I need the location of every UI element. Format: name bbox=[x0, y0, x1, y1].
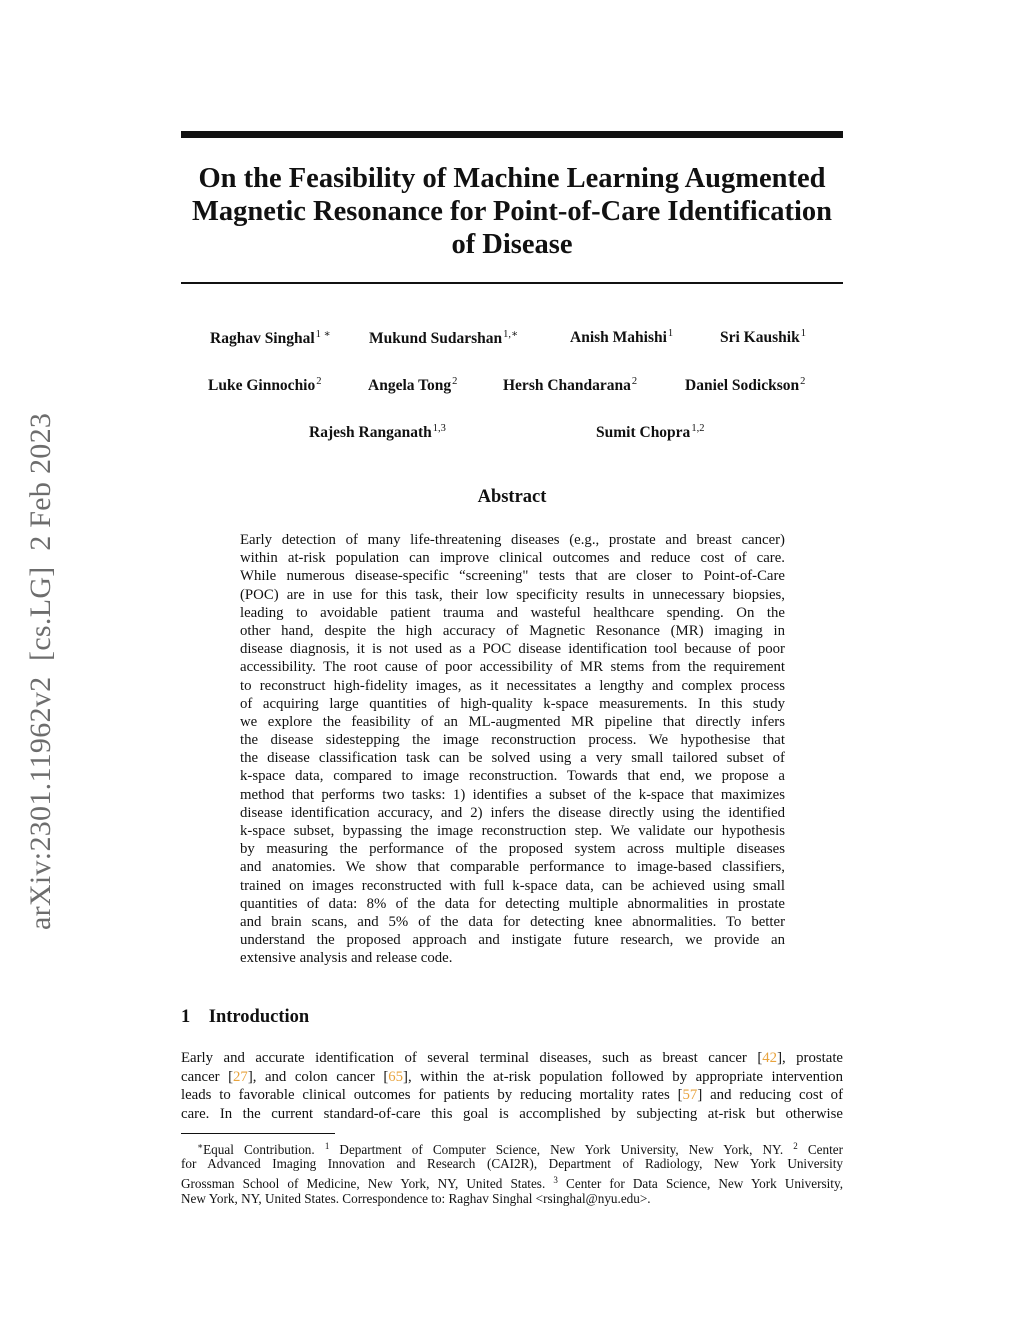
author-affiliation: 1,3 bbox=[432, 423, 446, 434]
author-affiliation: 2 bbox=[452, 376, 458, 387]
title-top-rule bbox=[181, 131, 843, 138]
author bbox=[720, 328, 806, 347]
author bbox=[685, 376, 805, 395]
author-name: Sumit Chopra bbox=[596, 424, 691, 441]
author-name: Daniel Sodickson bbox=[685, 377, 800, 394]
author-name: Raghav Singhal bbox=[210, 330, 315, 347]
abstract-line: (POC) are in use for this task, their low specificity results in unnecessary biopsies, bbox=[240, 586, 785, 603]
author-affiliation: 2 bbox=[316, 376, 322, 387]
abstract-line: of acquiring large quantities of high-quality k-space measurements. In this study bbox=[240, 695, 785, 712]
abstract-line: to reconstruct high-fidelity images, as it necessitates a lengthy and complex process bbox=[240, 677, 785, 694]
abstract-line: within at-risk population can improve clinical outcomes and reduce cost of care. bbox=[240, 550, 785, 567]
abstract-line: leading to avoidable patient trauma and wasteful healthcare spending. On the bbox=[240, 604, 785, 621]
citation-link[interactable]: 42 bbox=[762, 1050, 778, 1066]
author bbox=[503, 376, 637, 395]
abstract-line: extensive analysis and release code. bbox=[240, 950, 453, 967]
author bbox=[570, 328, 673, 347]
footnote-line: Grossman School of Medicine, New York, NY, United States. $^3$ Center for Data Science, New York University, bbox=[181, 1175, 844, 1192]
abstract-line: k-space data, compared to image reconstruction. Towards that end, we propose a bbox=[240, 768, 785, 785]
author-affiliation: 1 bbox=[800, 328, 806, 339]
abstract-line: and brain scans, and 5% of the data for detecting knee abnormalities. To better bbox=[240, 913, 785, 930]
author bbox=[208, 376, 322, 395]
footnote-line: New York, NY, United States. Correspondence to: Raghav Singhal <rsinghal@nyu.edu>. bbox=[181, 1190, 651, 1206]
text-line: leads to favorable clinical outcomes for patients by reducing mortality rates [57] and reducing cost of bbox=[181, 1087, 843, 1104]
text-line: cancer [27], and colon cancer [65], within the at-risk population followed by appropriate intervention bbox=[181, 1068, 843, 1085]
title-line: of Disease bbox=[451, 229, 573, 260]
author-name: Anish Mahishi bbox=[570, 329, 667, 346]
author-name: Angela Tong bbox=[368, 377, 452, 394]
abstract-line: quantities of data: 8% of the data for detecting multiple abnormalities in prostate bbox=[240, 895, 785, 912]
author-affiliation: 1 bbox=[667, 328, 674, 339]
abstract-line: disease diagnosis, it is not used as a POC disease identification tool because of poor bbox=[240, 641, 785, 658]
author-name: Sri Kaushik bbox=[720, 329, 800, 346]
abstract-line: we explore the feasibility of an ML-augmented MR pipeline that directly infers bbox=[240, 713, 785, 730]
author-affiliation: 2 bbox=[631, 376, 638, 387]
abstract-line: While numerous disease-specific “screening" tests that are closer to Point-of-Care bbox=[240, 568, 785, 585]
section-heading-introduction: 1 Introduction bbox=[181, 1007, 310, 1027]
author bbox=[210, 328, 331, 348]
footnote-line: ∗Equal Contribution. $^1$ Department of Computer Science, New York University, New York, NY. $^2$ Center bbox=[197, 1141, 843, 1157]
abstract-line: the disease classification task can be solved using a very small tailored subset of bbox=[240, 750, 785, 767]
author bbox=[596, 423, 704, 442]
author-name: Mukund Sudarshan bbox=[369, 330, 503, 347]
citation-link[interactable]: 65 bbox=[388, 1068, 404, 1085]
author-name: Hersh Chandarana bbox=[503, 377, 631, 394]
abstract-line: the disease sidestepping the image reconstruction process. We hypothesise that bbox=[240, 732, 785, 749]
author-name: Rajesh Ranganath bbox=[309, 424, 432, 441]
text-line: care. In the current standard-of-care this goal is accomplished by subjecting at-risk but otherwise bbox=[181, 1105, 843, 1122]
abstract-body bbox=[240, 531, 785, 968]
abstract-line: by measuring the performance of the proposed system across multiple diseases bbox=[240, 841, 785, 858]
abstract-line: other hand, despite the high accuracy of Magnetic Resonance (MR) imaging in bbox=[240, 622, 785, 639]
author-affiliation: 1 ∗ bbox=[315, 329, 331, 340]
title-line: Magnetic Resonance for Point-of-Care Identification bbox=[191, 196, 833, 227]
abstract-line: trained on images reconstructed with full k-space data, can be achieved using small bbox=[240, 877, 785, 894]
author bbox=[369, 328, 518, 348]
citation-link[interactable]: 27 bbox=[233, 1068, 248, 1085]
author-affiliation: 2 bbox=[800, 376, 806, 387]
author-name: Luke Ginnochio bbox=[208, 377, 316, 394]
footnote-line: for Advanced Imaging Innovation and Research (CAI2R), Department of Radiology, New York University bbox=[181, 1156, 843, 1172]
arxiv-identifier: arXiv:2301.11962v2 [cs.LG] 2 Feb 2023 bbox=[24, 412, 57, 930]
abstract-line: Early detection of many life-threatening diseases (e.g., prostate and breast cancer) bbox=[240, 532, 785, 548]
abstract-line: and anatomies. We show that comparable performance to image-based classifiers, bbox=[240, 859, 785, 876]
author-affiliation: 1,∗ bbox=[503, 329, 519, 340]
abstract-line: accessibility. The root cause of poor accessibility of MR stems from the requirement bbox=[240, 659, 785, 676]
introduction-paragraph bbox=[181, 1049, 843, 1123]
citation-link[interactable]: 57 bbox=[682, 1087, 698, 1104]
author-affiliation: 1,2 bbox=[691, 423, 705, 434]
footnote bbox=[181, 1138, 843, 1207]
title-bottom-rule bbox=[181, 282, 843, 284]
footnote-rule bbox=[181, 1133, 335, 1134]
abstract-heading: Abstract bbox=[477, 487, 547, 507]
author bbox=[309, 423, 446, 442]
abstract-line: understand the proposed approach and instigate future research, we provide an bbox=[240, 932, 785, 949]
title-line: On the Feasibility of Machine Learning Augmented bbox=[198, 163, 826, 194]
abstract-line: k-space subset, bypassing the image reconstruction step. We validate our hypothesis bbox=[240, 823, 785, 839]
text-line: Early and accurate identification of several terminal diseases, such as breast cancer [42], prostate bbox=[181, 1050, 844, 1066]
abstract-line: disease identification accuracy, and 2) infers the disease directly using the identified bbox=[240, 804, 785, 821]
paper-title bbox=[181, 162, 843, 261]
author bbox=[368, 376, 457, 395]
abstract-line: method that performs two tasks: 1) identifies a subset of the k-space that maximizes bbox=[240, 786, 785, 803]
